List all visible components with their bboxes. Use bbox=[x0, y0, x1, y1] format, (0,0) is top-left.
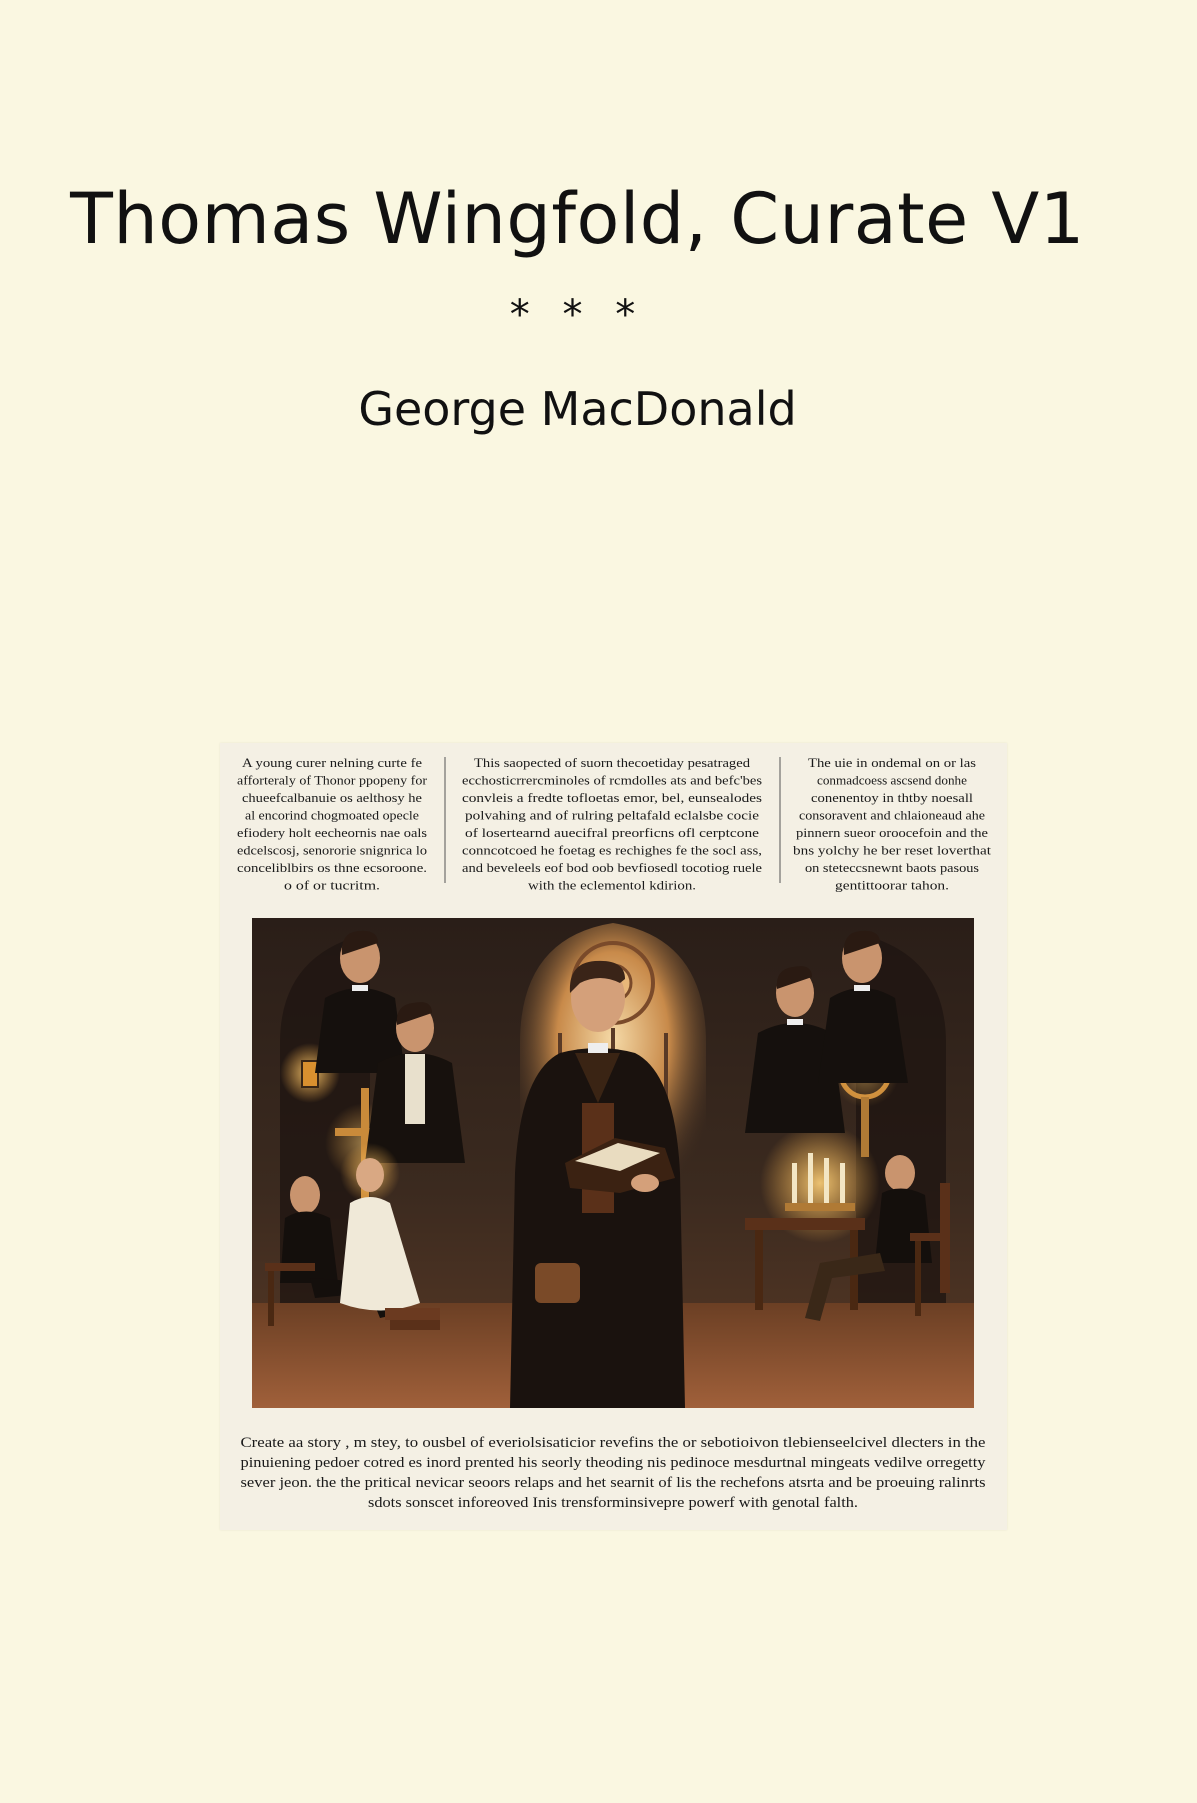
illustration-text-line: o of or tucritm. bbox=[284, 877, 380, 893]
illustration-footer-line: sever jeon. the the pritical nevicar seoors relaps and het searnit of lis the rechefons atsrta and be proeuing ralinrts bbox=[240, 1475, 986, 1491]
illustration-text-line: A young curer nelning curte fe bbox=[242, 755, 423, 770]
book-title: Thomas Wingfold, Curate V1 bbox=[70, 178, 1085, 260]
illustration-text-line: ecchosticrrercminoles of rcmdolles ats and befc'bes bbox=[462, 772, 762, 788]
church-scene-painting bbox=[252, 918, 974, 1408]
illustration-text-line: with the eclementol kdirion. bbox=[528, 877, 696, 893]
illustration-text-line: gentittoorar tahon. bbox=[835, 877, 949, 893]
illustration-text-line: chueefcalbanuie os aelthosy he bbox=[242, 790, 423, 805]
cover-illustration bbox=[220, 743, 1007, 1530]
illustration-text-columns bbox=[237, 755, 991, 893]
illustration-footer-line: Create aa story , m stey, to ousbel of everiolsisaticior revefins the or sebotioivon tlebienseelcivel dlecters in the bbox=[240, 1435, 986, 1451]
illustration-footer-line: sdots sonscet inforeoved Inis trensforminsivepre powerf with genotal falth. bbox=[368, 1495, 858, 1511]
illustration-text-line: efiodery holt eecheornis nae oals bbox=[237, 825, 427, 840]
illustration-text-line: This saopected of suorn thecoetiday pesatraged bbox=[474, 755, 751, 770]
book-author: George MacDonald bbox=[358, 382, 797, 436]
illustration-footer-line: pinuiening pedoer cotred es inord prented his seorly theoding nis pedinoce mesdurtnal mingeats vedilve orregetty bbox=[240, 1455, 987, 1471]
illustration-text-line: conmadcoess ascsend donhe bbox=[817, 772, 968, 788]
illustration-text-line: polvahing and of rulring peltafald eclalsbe cocie bbox=[465, 807, 760, 823]
illustration-text-line: convleis a fredte tofloetas emor, bel, eunsealodes bbox=[462, 790, 762, 805]
illustration-text-line: pinnern sueor oroocefoin and the bbox=[796, 825, 989, 840]
illustration-text-line: The uie in ondemal on or las bbox=[808, 755, 976, 770]
illustration-text-line: of losertearnd auecifral preorficns ofl cerptcone bbox=[465, 825, 760, 840]
illustration-text-line: edcelscosj, senororie snignrica lo bbox=[237, 842, 427, 858]
illustration-text-line: bns yolchy he ber reset loverthat bbox=[793, 842, 992, 858]
lantern bbox=[302, 1061, 318, 1087]
illustration-text-line: afforteraly of Thonor ppopeny for bbox=[237, 772, 428, 788]
satchel bbox=[535, 1263, 580, 1303]
illustration-text-line: conceliblbirs os thne ecsoroone. bbox=[237, 860, 427, 875]
illustration-text-line: on steteccsnewnt baots pasous bbox=[805, 860, 979, 875]
ornament-separator: * * * bbox=[509, 292, 646, 338]
text-column-2 bbox=[462, 755, 762, 893]
illustration-text-line: consoravent and chlaioneaud ahe bbox=[799, 807, 986, 823]
text-column-1 bbox=[237, 755, 428, 893]
illustration-text-line: conenentoy in thtby noesall bbox=[811, 790, 974, 805]
text-column-3 bbox=[793, 755, 991, 893]
illustration-text-line: al encorind chogmoated opecle bbox=[245, 807, 420, 823]
illustration-footer-text bbox=[241, 1435, 987, 1511]
illustration-text-line: conncotcoed he foetag es rechighes fe the socl ass, bbox=[462, 842, 762, 858]
illustration-text-line: and beveleels eof bod oob bevfiosedl tocotiog ruele bbox=[462, 860, 763, 875]
cover-illustration-svg bbox=[220, 743, 1007, 1530]
